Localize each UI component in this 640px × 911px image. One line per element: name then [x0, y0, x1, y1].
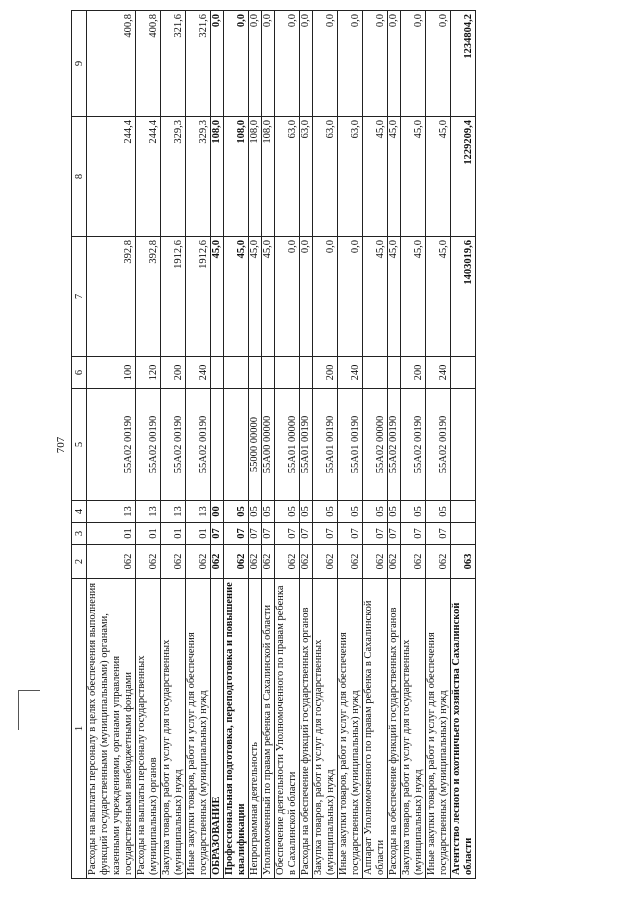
row-label: Расходы на обеспечение функций государственных органов — [300, 579, 313, 879]
page-number: 707 — [55, 436, 67, 454]
row-cell-col-2: 062 — [186, 545, 211, 579]
row-label: Иные закупки товаров, работ и услуг для обеспечения государственных (муниципальных) нужд — [426, 579, 451, 879]
row-label: Непрограммная деятельность — [249, 579, 262, 879]
row-cell-col-3: 07 — [224, 523, 249, 545]
row-cell-col-7: 45,0 — [249, 237, 262, 357]
row-cell-col-6 — [363, 357, 388, 389]
row-cell-col-4: 05 — [313, 501, 338, 523]
row-cell-col-4: 05 — [275, 501, 300, 523]
row-cell-col-8: 244,4 — [136, 117, 161, 237]
row-cell-col-3: 07 — [211, 523, 224, 545]
row-cell-col-4: 00 — [211, 501, 224, 523]
table-row — [161, 11, 186, 879]
row-cell-col-8: 329,3 — [186, 117, 211, 237]
row-cell-col-4: 05 — [338, 501, 363, 523]
table-row — [87, 11, 136, 879]
row-cell-col-2: 062 — [136, 545, 161, 579]
row-cell-col-3: 01 — [87, 523, 136, 545]
row-cell-col-5 — [211, 389, 224, 501]
row-cell-col-2: 062 — [87, 545, 136, 579]
row-cell-col-7: 45,0 — [426, 237, 451, 357]
row-cell-col-7: 45,0 — [388, 237, 401, 357]
row-label: Иные закупки товаров, работ и услуг для обеспечения государственных (муниципальных) нужд — [186, 579, 211, 879]
row-cell-col-9: 0,0 — [401, 11, 426, 117]
row-cell-col-6 — [388, 357, 401, 389]
row-cell-col-3: 07 — [426, 523, 451, 545]
row-cell-col-5: 55А01 00190 — [313, 389, 338, 501]
row-cell-col-4: 05 — [300, 501, 313, 523]
row-cell-col-9: 0,0 — [313, 11, 338, 117]
row-cell-col-5: 55А02 00190 — [161, 389, 186, 501]
row-cell-col-7: 1912,6 — [161, 237, 186, 357]
row-cell-col-3: 07 — [313, 523, 338, 545]
row-cell-col-5: 55А02 00190 — [136, 389, 161, 501]
row-cell-col-9: 321,6 — [161, 11, 186, 117]
row-cell-col-6 — [262, 357, 275, 389]
row-cell-col-3 — [451, 523, 476, 545]
row-cell-col-2: 062 — [262, 545, 275, 579]
row-cell-col-6 — [224, 357, 249, 389]
table-row — [224, 11, 249, 879]
row-cell-col-7: 0,0 — [338, 237, 363, 357]
rotated-table-container — [55, 11, 615, 879]
row-cell-col-8: 108,0 — [262, 117, 275, 237]
row-cell-col-2: 062 — [388, 545, 401, 579]
row-cell-col-4: 05 — [249, 501, 262, 523]
scan-artifact-horizontal — [18, 690, 40, 691]
row-cell-col-2: 062 — [401, 545, 426, 579]
column-header-8: 8 — [72, 117, 87, 237]
row-cell-col-9: 0,0 — [262, 11, 275, 117]
column-header-2: 2 — [72, 545, 87, 579]
row-cell-col-5: 55000 00000 — [249, 389, 262, 501]
row-cell-col-7: 45,0 — [211, 237, 224, 357]
row-cell-col-3: 07 — [262, 523, 275, 545]
row-cell-col-6: 240 — [338, 357, 363, 389]
row-cell-col-4: 13 — [87, 501, 136, 523]
row-cell-col-3: 07 — [338, 523, 363, 545]
table-row — [262, 11, 275, 879]
row-cell-col-5 — [224, 389, 249, 501]
row-cell-col-8: 244,4 — [87, 117, 136, 237]
row-cell-col-3: 07 — [275, 523, 300, 545]
row-cell-col-7: 1912,6 — [186, 237, 211, 357]
table-row — [186, 11, 211, 879]
row-cell-col-4: 13 — [161, 501, 186, 523]
row-cell-col-8: 1229209,4 — [451, 117, 476, 237]
row-label: Профессиональная подготовка, переподготовка и повышение квалификации — [224, 579, 249, 879]
row-cell-col-7: 392,8 — [87, 237, 136, 357]
row-cell-col-6: 200 — [161, 357, 186, 389]
row-label: Закупка товаров, работ и услуг для государственных (муниципальных) нужд — [161, 579, 186, 879]
row-cell-col-9: 321,6 — [186, 11, 211, 117]
row-cell-col-9: 0,0 — [275, 11, 300, 117]
column-header-7: 7 — [72, 237, 87, 357]
row-label: Расходы на обеспечение функций государственных органов — [388, 579, 401, 879]
row-cell-col-5: 55А00 00000 — [262, 389, 275, 501]
row-cell-col-8: 108,0 — [211, 117, 224, 237]
scan-artifact-vertical — [18, 690, 19, 730]
row-cell-col-9: 0,0 — [300, 11, 313, 117]
row-cell-col-5: 55А02 00190 — [186, 389, 211, 501]
row-cell-col-5: 55А02 00190 — [426, 389, 451, 501]
row-cell-col-4: 13 — [136, 501, 161, 523]
table-row — [401, 11, 426, 879]
row-cell-col-7: 45,0 — [224, 237, 249, 357]
row-cell-col-8: 63,0 — [300, 117, 313, 237]
row-cell-col-9: 0,0 — [388, 11, 401, 117]
row-cell-col-6: 240 — [186, 357, 211, 389]
row-cell-col-3: 07 — [363, 523, 388, 545]
row-cell-col-9: 0,0 — [224, 11, 249, 117]
row-cell-col-8: 63,0 — [338, 117, 363, 237]
row-cell-col-4: 05 — [401, 501, 426, 523]
row-cell-col-8: 45,0 — [426, 117, 451, 237]
table-row — [313, 11, 338, 879]
row-cell-col-5: 55А01 00190 — [300, 389, 313, 501]
page-body — [55, 0, 615, 890]
row-cell-col-3: 01 — [136, 523, 161, 545]
row-cell-col-4 — [451, 501, 476, 523]
row-cell-col-2: 062 — [426, 545, 451, 579]
row-cell-col-4: 05 — [363, 501, 388, 523]
row-cell-col-4: 05 — [262, 501, 275, 523]
row-cell-col-9: 0,0 — [249, 11, 262, 117]
column-header-4: 4 — [72, 501, 87, 523]
row-cell-col-2: 062 — [300, 545, 313, 579]
column-header-1: 1 — [72, 579, 87, 879]
row-label: Закупка товаров, работ и услуг для государственных (муниципальных) нужд — [313, 579, 338, 879]
row-cell-col-8: 63,0 — [313, 117, 338, 237]
row-cell-col-2: 062 — [338, 545, 363, 579]
row-cell-col-9: 0,0 — [363, 11, 388, 117]
row-cell-col-2: 062 — [363, 545, 388, 579]
row-cell-col-9: 0,0 — [211, 11, 224, 117]
row-label: Агентство лесного и охотничьего хозяйства Сахалинской области — [451, 579, 476, 879]
table-row — [451, 11, 476, 879]
row-cell-col-2: 062 — [249, 545, 262, 579]
row-cell-col-8: 45,0 — [401, 117, 426, 237]
table-row — [388, 11, 401, 879]
row-label: Уполномоченный по правам ребенка в Сахалинской области — [262, 579, 275, 879]
row-cell-col-7: 0,0 — [300, 237, 313, 357]
row-cell-col-3: 07 — [388, 523, 401, 545]
row-cell-col-9: 0,0 — [338, 11, 363, 117]
row-label: Расходы на выплаты персоналу в целях обеспечения выполнения функций государственными (муниципальными) органами, казенными учреждениями, органами управления государственными внебюджетными фондами — [87, 579, 136, 879]
row-cell-col-6 — [249, 357, 262, 389]
column-header-9: 9 — [72, 11, 87, 117]
row-cell-col-7: 0,0 — [275, 237, 300, 357]
row-cell-col-5: 55А02 00190 — [87, 389, 136, 501]
table-row — [211, 11, 224, 879]
row-cell-col-9: 1234804,2 — [451, 11, 476, 117]
row-label: Обеспечение деятельности Уполномоченного по правам ребенка в Сахалинской области — [275, 579, 300, 879]
row-cell-col-7: 0,0 — [313, 237, 338, 357]
row-cell-col-8: 108,0 — [249, 117, 262, 237]
row-cell-col-4: 05 — [426, 501, 451, 523]
table-row — [338, 11, 363, 879]
table-row — [275, 11, 300, 879]
table-header-row — [72, 11, 87, 879]
row-cell-col-5: 55А02 00000 — [363, 389, 388, 501]
row-cell-col-5: 55А01 00000 — [275, 389, 300, 501]
row-label: Аппарат Уполномоченного по правам ребенка в Сахалинской области — [363, 579, 388, 879]
row-cell-col-9: 0,0 — [426, 11, 451, 117]
row-cell-col-6 — [451, 357, 476, 389]
table-row — [249, 11, 262, 879]
row-cell-col-4: 05 — [388, 501, 401, 523]
row-label: Иные закупки товаров, работ и услуг для обеспечения государственных (муниципальных) нужд — [338, 579, 363, 879]
row-cell-col-5 — [451, 389, 476, 501]
row-cell-col-6: 200 — [401, 357, 426, 389]
row-cell-col-8: 45,0 — [388, 117, 401, 237]
table-row — [300, 11, 313, 879]
row-cell-col-9: 400,8 — [87, 11, 136, 117]
row-cell-col-7: 45,0 — [363, 237, 388, 357]
table-row — [136, 11, 161, 879]
row-cell-col-3: 07 — [300, 523, 313, 545]
row-label: Закупка товаров, работ и услуг для государственных (муниципальных) нужд — [401, 579, 426, 879]
row-cell-col-7: 1403019,6 — [451, 237, 476, 357]
row-label: Расходы на выплаты персоналу государственных (муниципальных) органов — [136, 579, 161, 879]
row-cell-col-6: 240 — [426, 357, 451, 389]
row-cell-col-2: 062 — [224, 545, 249, 579]
row-cell-col-4: 13 — [186, 501, 211, 523]
row-cell-col-8: 45,0 — [363, 117, 388, 237]
row-cell-col-9: 400,8 — [136, 11, 161, 117]
table-row — [363, 11, 388, 879]
table-row — [426, 11, 451, 879]
row-cell-col-2: 062 — [211, 545, 224, 579]
row-cell-col-5: 55А02 00190 — [388, 389, 401, 501]
row-cell-col-4: 05 — [224, 501, 249, 523]
row-cell-col-3: 01 — [161, 523, 186, 545]
column-header-6: 6 — [72, 357, 87, 389]
row-cell-col-3: 01 — [186, 523, 211, 545]
row-cell-col-2: 062 — [275, 545, 300, 579]
row-cell-col-5: 55А01 00190 — [338, 389, 363, 501]
row-cell-col-6 — [300, 357, 313, 389]
row-cell-col-2: 063 — [451, 545, 476, 579]
row-label: ОБРАЗОВАНИЕ — [211, 579, 224, 879]
row-cell-col-7: 45,0 — [401, 237, 426, 357]
row-cell-col-8: 108,0 — [224, 117, 249, 237]
row-cell-col-6: 100 — [87, 357, 136, 389]
budget-table — [71, 10, 476, 879]
row-cell-col-7: 392,8 — [136, 237, 161, 357]
row-cell-col-7: 45,0 — [262, 237, 275, 357]
row-cell-col-2: 062 — [313, 545, 338, 579]
row-cell-col-6: 120 — [136, 357, 161, 389]
row-cell-col-6: 200 — [313, 357, 338, 389]
row-cell-col-6 — [275, 357, 300, 389]
row-cell-col-2: 062 — [161, 545, 186, 579]
column-header-3: 3 — [72, 523, 87, 545]
row-cell-col-5: 55А02 00190 — [401, 389, 426, 501]
row-cell-col-8: 329,3 — [161, 117, 186, 237]
table-body — [87, 11, 476, 879]
row-cell-col-6 — [211, 357, 224, 389]
row-cell-col-3: 07 — [249, 523, 262, 545]
row-cell-col-3: 07 — [401, 523, 426, 545]
row-cell-col-8: 63,0 — [275, 117, 300, 237]
column-header-5: 5 — [72, 389, 87, 501]
